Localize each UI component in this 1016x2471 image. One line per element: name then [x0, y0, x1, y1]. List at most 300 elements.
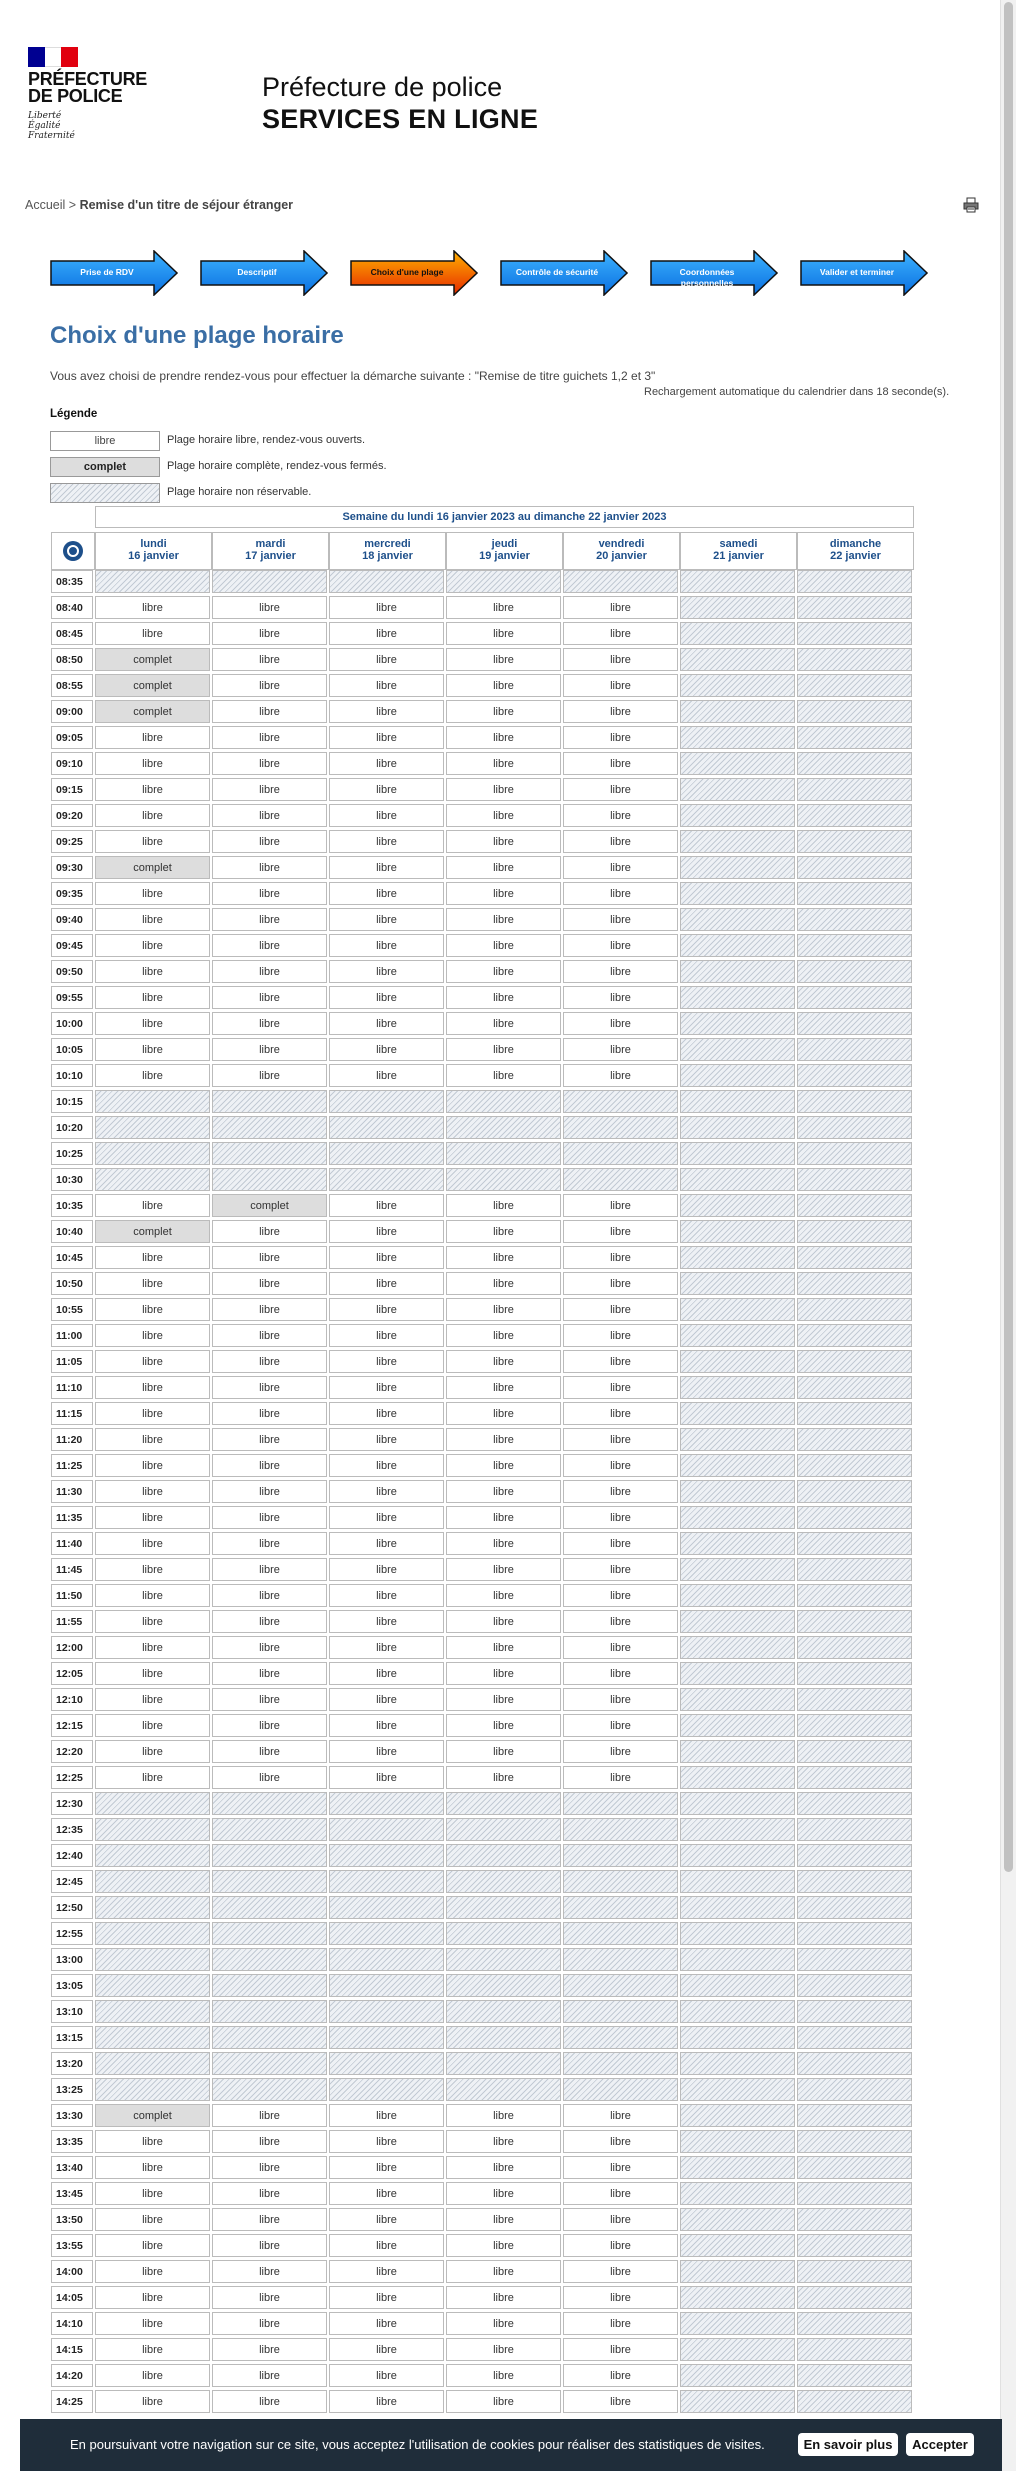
slot-libre[interactable]: libre — [563, 934, 678, 957]
slot-libre[interactable]: libre — [446, 2338, 561, 2361]
slot-libre[interactable]: libre — [446, 2208, 561, 2231]
slot-libre[interactable]: libre — [446, 1610, 561, 1633]
slot-libre[interactable]: libre — [563, 1662, 678, 1685]
slot-libre[interactable]: libre — [212, 1324, 327, 1347]
slot-libre[interactable]: libre — [329, 1038, 444, 1061]
slot-libre[interactable]: libre — [446, 1376, 561, 1399]
slot-libre[interactable]: libre — [329, 908, 444, 931]
prefecture-logo[interactable] — [28, 47, 148, 141]
marianne-flag-icon — [28, 47, 78, 67]
slot-libre[interactable]: libre — [563, 752, 678, 775]
slot-libre[interactable]: libre — [563, 804, 678, 827]
slot-libre[interactable]: libre — [563, 1688, 678, 1711]
slot-libre[interactable]: libre — [95, 1558, 210, 1581]
slot-libre[interactable]: libre — [212, 830, 327, 853]
slot-libre[interactable]: libre — [95, 1272, 210, 1295]
slot-libre[interactable]: libre — [95, 2156, 210, 2179]
step-5[interactable] — [650, 250, 778, 296]
slot-libre[interactable]: libre — [563, 2338, 678, 2361]
slot-libre[interactable]: libre — [563, 2130, 678, 2153]
slot-libre[interactable]: libre — [446, 1324, 561, 1347]
slot-libre[interactable]: libre — [446, 1038, 561, 1061]
slot-unavailable — [680, 1662, 795, 1685]
slot-libre[interactable]: libre — [563, 1454, 678, 1477]
slot-libre[interactable]: libre — [329, 1428, 444, 1451]
slot-libre[interactable]: libre — [563, 1714, 678, 1737]
slot-libre[interactable]: libre — [446, 934, 561, 957]
slot-libre[interactable]: libre — [95, 2208, 210, 2231]
slot-libre[interactable]: libre — [329, 1610, 444, 1633]
slot-libre[interactable]: libre — [95, 2390, 210, 2413]
slot-libre[interactable]: libre — [446, 1584, 561, 1607]
slot-libre[interactable]: libre — [446, 882, 561, 905]
slot-libre[interactable]: libre — [329, 1064, 444, 1087]
day-date: 17 janvier — [245, 550, 296, 562]
slot-libre[interactable]: libre — [329, 622, 444, 645]
slot-libre[interactable]: libre — [329, 2234, 444, 2257]
slot-libre[interactable]: libre — [212, 700, 327, 723]
slot-libre[interactable]: libre — [329, 1584, 444, 1607]
slot-libre[interactable]: libre — [212, 908, 327, 931]
slot-libre[interactable]: libre — [563, 674, 678, 697]
slot-libre[interactable]: libre — [329, 1506, 444, 1529]
slot-libre[interactable]: libre — [212, 1584, 327, 1607]
slot-libre[interactable]: libre — [329, 1454, 444, 1477]
slot-libre[interactable]: libre — [563, 2364, 678, 2387]
slot-libre[interactable]: libre — [95, 1194, 210, 1217]
slot-libre[interactable]: libre — [95, 1376, 210, 1399]
slot-libre[interactable]: libre — [446, 1558, 561, 1581]
slot-libre[interactable]: libre — [212, 960, 327, 983]
slot-libre[interactable]: libre — [446, 596, 561, 619]
step-6[interactable] — [800, 250, 928, 296]
slot-libre[interactable]: libre — [446, 1480, 561, 1503]
slot-libre[interactable]: libre — [95, 596, 210, 619]
slot-libre[interactable]: libre — [95, 1298, 210, 1321]
slot-libre[interactable]: libre — [329, 2260, 444, 2283]
slot-libre[interactable]: libre — [446, 1194, 561, 1217]
printer-icon[interactable] — [963, 197, 979, 213]
slot-libre[interactable]: libre — [212, 1662, 327, 1685]
slot-libre[interactable]: libre — [212, 1740, 327, 1763]
slot-libre[interactable]: libre — [212, 934, 327, 957]
slot-libre[interactable]: libre — [95, 1714, 210, 1737]
slot-libre[interactable]: libre — [563, 1298, 678, 1321]
slot-libre[interactable]: libre — [95, 2312, 210, 2335]
slot-libre[interactable]: libre — [563, 2182, 678, 2205]
slot-libre[interactable]: libre — [329, 1272, 444, 1295]
slot-libre[interactable]: libre — [95, 726, 210, 749]
slot-unavailable — [797, 2390, 912, 2413]
slot-unavailable — [563, 1896, 678, 1919]
legend-text-complet: Plage horaire complète, rendez-vous fermés. — [167, 460, 387, 472]
cookie-more-button[interactable]: En savoir plus — [798, 2433, 898, 2456]
slot-libre[interactable]: libre — [446, 622, 561, 645]
slot-libre[interactable]: libre — [446, 2260, 561, 2283]
slot-libre[interactable]: libre — [95, 1610, 210, 1633]
slot-libre[interactable]: libre — [95, 1506, 210, 1529]
slot-libre[interactable]: libre — [212, 2312, 327, 2335]
slot-libre[interactable]: libre — [212, 1480, 327, 1503]
slot-libre[interactable]: libre — [212, 1532, 327, 1555]
slot-libre[interactable]: libre — [212, 1714, 327, 1737]
slot-libre[interactable]: libre — [212, 2364, 327, 2387]
slot-unavailable — [797, 1376, 912, 1399]
slot-libre[interactable]: libre — [329, 1376, 444, 1399]
slot-libre[interactable]: libre — [563, 726, 678, 749]
slot-libre[interactable]: libre — [446, 1402, 561, 1425]
slot-libre[interactable]: libre — [563, 1740, 678, 1763]
slot-libre[interactable]: libre — [212, 1038, 327, 1061]
slot-libre[interactable]: libre — [212, 2182, 327, 2205]
slot-libre[interactable]: libre — [563, 1220, 678, 1243]
slot-libre[interactable]: libre — [563, 778, 678, 801]
slot-libre[interactable]: libre — [446, 2130, 561, 2153]
step-1[interactable] — [50, 250, 178, 296]
slot-libre[interactable]: libre — [329, 674, 444, 697]
slot-libre[interactable]: libre — [329, 2286, 444, 2309]
slot-libre[interactable]: libre — [212, 1636, 327, 1659]
slot-libre[interactable]: libre — [446, 1506, 561, 1529]
slot-libre[interactable]: libre — [563, 1350, 678, 1373]
slot-unavailable — [680, 804, 795, 827]
slot-libre[interactable]: libre — [212, 1012, 327, 1035]
slot-libre[interactable]: libre — [329, 1532, 444, 1555]
slot-libre[interactable]: libre — [563, 1246, 678, 1269]
slot-libre[interactable]: libre — [95, 622, 210, 645]
slot-libre[interactable]: libre — [446, 1350, 561, 1373]
slot-unavailable — [563, 570, 678, 593]
slot-libre[interactable]: libre — [563, 1064, 678, 1087]
slot-libre[interactable]: libre — [329, 2104, 444, 2127]
slot-libre[interactable]: libre — [212, 1506, 327, 1529]
slot-libre[interactable]: libre — [446, 1740, 561, 1763]
slot-libre[interactable]: libre — [329, 2156, 444, 2179]
slot-libre[interactable]: libre — [563, 1558, 678, 1581]
slot-libre[interactable]: libre — [95, 778, 210, 801]
slot-libre[interactable]: libre — [212, 1428, 327, 1451]
step-4[interactable] — [500, 250, 628, 296]
slot-libre[interactable]: libre — [95, 2260, 210, 2283]
slot-libre[interactable]: libre — [95, 1740, 210, 1763]
slot-libre[interactable]: libre — [329, 1324, 444, 1347]
time-label: 10:20 — [51, 1116, 93, 1139]
slot-libre[interactable]: libre — [446, 1714, 561, 1737]
slot-libre[interactable]: libre — [95, 882, 210, 905]
slot-libre[interactable]: libre — [329, 856, 444, 879]
slot-libre[interactable]: libre — [95, 2130, 210, 2153]
slot-libre[interactable]: libre — [212, 1220, 327, 1243]
slot-libre[interactable]: libre — [563, 2286, 678, 2309]
slot-libre[interactable]: libre — [329, 2364, 444, 2387]
slot-libre[interactable]: libre — [329, 804, 444, 827]
slot-libre[interactable]: libre — [446, 726, 561, 749]
slot-libre[interactable]: libre — [212, 2156, 327, 2179]
time-label: 12:00 — [51, 1636, 93, 1659]
slot-libre[interactable]: libre — [95, 2182, 210, 2205]
slot-libre[interactable]: libre — [563, 1636, 678, 1659]
slot-libre[interactable]: libre — [95, 986, 210, 1009]
cookie-accept-button[interactable]: Accepter — [906, 2433, 974, 2456]
slot-libre[interactable]: libre — [446, 908, 561, 931]
slot-libre[interactable]: libre — [446, 2286, 561, 2309]
slot-libre[interactable]: libre — [212, 2104, 327, 2127]
slot-libre[interactable]: libre — [329, 1350, 444, 1373]
slot-libre[interactable]: libre — [329, 2312, 444, 2335]
slot-libre[interactable]: libre — [212, 804, 327, 827]
slot-libre[interactable]: libre — [446, 960, 561, 983]
slot-libre[interactable]: libre — [563, 1766, 678, 1789]
slot-libre[interactable]: libre — [446, 1766, 561, 1789]
slot-libre[interactable]: libre — [329, 726, 444, 749]
time-label: 11:20 — [51, 1428, 93, 1451]
step-2[interactable] — [200, 250, 328, 296]
slot-libre[interactable]: libre — [563, 700, 678, 723]
time-label: 09:05 — [51, 726, 93, 749]
slot-libre[interactable]: libre — [563, 908, 678, 931]
slot-libre[interactable]: libre — [329, 2208, 444, 2231]
day-header-mercredi — [329, 532, 446, 570]
time-label: 10:10 — [51, 1064, 93, 1087]
slot-libre[interactable]: libre — [95, 2234, 210, 2257]
slot-libre[interactable]: libre — [446, 2312, 561, 2335]
slot-libre[interactable]: libre — [446, 1012, 561, 1035]
slot-libre[interactable]: libre — [446, 2182, 561, 2205]
slot-unavailable — [680, 1194, 795, 1217]
slot-libre[interactable]: libre — [95, 1402, 210, 1425]
slot-libre[interactable]: libre — [446, 1220, 561, 1243]
slot-libre[interactable]: libre — [329, 882, 444, 905]
slot-libre[interactable]: libre — [563, 2208, 678, 2231]
slot-libre[interactable]: libre — [563, 2104, 678, 2127]
slot-libre[interactable]: libre — [329, 1662, 444, 1685]
slot-libre[interactable]: libre — [563, 1272, 678, 1295]
slot-libre[interactable]: libre — [212, 622, 327, 645]
slot-libre[interactable]: libre — [212, 1272, 327, 1295]
slot-libre[interactable]: libre — [563, 1584, 678, 1607]
slot-unavailable — [212, 2052, 327, 2075]
slot-libre[interactable]: libre — [212, 1454, 327, 1477]
slot-libre[interactable]: libre — [95, 1662, 210, 1685]
slot-libre[interactable]: libre — [446, 830, 561, 853]
slot-libre[interactable]: libre — [563, 596, 678, 619]
slot-libre[interactable]: libre — [446, 1246, 561, 1269]
slot-libre[interactable]: libre — [95, 830, 210, 853]
slot-libre[interactable]: libre — [563, 1194, 678, 1217]
slot-libre[interactable]: libre — [212, 1688, 327, 1711]
slot-libre[interactable]: libre — [95, 1428, 210, 1451]
slot-libre[interactable]: libre — [212, 2338, 327, 2361]
breadcrumb-home-link[interactable]: Accueil — [25, 198, 66, 212]
slot-libre[interactable]: libre — [329, 648, 444, 671]
slot-libre[interactable]: libre — [563, 1324, 678, 1347]
slot-libre[interactable]: libre — [212, 1610, 327, 1633]
slot-libre[interactable]: libre — [95, 1636, 210, 1659]
slot-libre[interactable]: libre — [212, 2260, 327, 2283]
slot-libre[interactable]: libre — [95, 960, 210, 983]
slot-libre[interactable]: libre — [329, 700, 444, 723]
slot-libre[interactable]: libre — [446, 804, 561, 827]
slot-libre[interactable]: libre — [329, 752, 444, 775]
slot-libre[interactable]: libre — [446, 986, 561, 1009]
slot-libre[interactable]: libre — [563, 1506, 678, 1529]
slot-libre[interactable]: libre — [212, 1298, 327, 1321]
slot-libre[interactable]: libre — [329, 1012, 444, 1035]
slot-libre[interactable]: libre — [212, 1766, 327, 1789]
slot-libre[interactable]: libre — [563, 1376, 678, 1399]
slot-libre[interactable]: libre — [212, 596, 327, 619]
slot-libre[interactable]: libre — [212, 2130, 327, 2153]
slot-libre[interactable]: libre — [95, 1246, 210, 1269]
slot-libre[interactable]: libre — [95, 1480, 210, 1503]
slot-libre[interactable]: libre — [95, 752, 210, 775]
slot-libre[interactable]: libre — [329, 1688, 444, 1711]
slot-libre[interactable]: libre — [212, 2390, 327, 2413]
slot-libre[interactable]: libre — [563, 1038, 678, 1061]
slot-libre[interactable]: libre — [446, 778, 561, 801]
slot-libre[interactable]: libre — [95, 1688, 210, 1711]
slot-libre[interactable]: libre — [95, 1038, 210, 1061]
slot-libre[interactable]: libre — [329, 1246, 444, 1269]
slot-libre[interactable]: libre — [563, 1532, 678, 1555]
slot-libre[interactable]: libre — [563, 960, 678, 983]
slot-libre[interactable]: libre — [95, 2338, 210, 2361]
slot-libre[interactable]: libre — [563, 1480, 678, 1503]
slot-libre[interactable]: libre — [95, 908, 210, 931]
slot-libre[interactable]: libre — [446, 1636, 561, 1659]
slot-libre[interactable]: libre — [446, 1428, 561, 1451]
slot-unavailable — [563, 1142, 678, 1165]
slot-libre[interactable]: libre — [329, 830, 444, 853]
slot-libre[interactable]: libre — [212, 882, 327, 905]
slot-libre[interactable]: libre — [446, 1272, 561, 1295]
slot-libre[interactable]: libre — [212, 1350, 327, 1373]
slot-unavailable — [446, 1168, 561, 1191]
slot-libre[interactable]: libre — [446, 752, 561, 775]
slot-libre[interactable]: libre — [329, 1220, 444, 1243]
slot-libre[interactable]: libre — [95, 2364, 210, 2387]
slot-libre[interactable]: libre — [446, 648, 561, 671]
slot-libre[interactable]: libre — [563, 648, 678, 671]
slot-libre[interactable]: libre — [446, 700, 561, 723]
slot-libre[interactable]: libre — [329, 1194, 444, 1217]
slot-libre[interactable]: libre — [212, 1246, 327, 1269]
slot-libre[interactable]: libre — [212, 778, 327, 801]
slot-libre[interactable]: libre — [95, 1766, 210, 1789]
slot-libre[interactable]: libre — [563, 2156, 678, 2179]
slot-libre[interactable]: libre — [563, 2312, 678, 2335]
slot-libre[interactable]: libre — [329, 1402, 444, 1425]
slot-libre[interactable]: libre — [212, 2208, 327, 2231]
slot-libre[interactable]: libre — [329, 2338, 444, 2361]
slot-libre[interactable]: libre — [446, 1064, 561, 1087]
slot-libre[interactable]: libre — [212, 1558, 327, 1581]
slot-libre[interactable]: libre — [563, 830, 678, 853]
slot-unavailable — [95, 1168, 210, 1191]
slot-libre[interactable]: libre — [329, 1558, 444, 1581]
slot-libre[interactable]: libre — [212, 2234, 327, 2257]
slot-libre[interactable]: libre — [563, 1428, 678, 1451]
slot-libre[interactable]: libre — [329, 1714, 444, 1737]
page-scrollbar[interactable] — [1000, 0, 1016, 2471]
slot-libre[interactable]: libre — [212, 752, 327, 775]
slot-libre[interactable]: libre — [563, 856, 678, 879]
slot-libre[interactable]: libre — [446, 1532, 561, 1555]
slot-libre[interactable]: libre — [563, 1012, 678, 1035]
slot-libre[interactable]: libre — [95, 1532, 210, 1555]
slot-libre[interactable]: libre — [329, 986, 444, 1009]
slot-libre[interactable]: libre — [446, 1688, 561, 1711]
slot-libre[interactable]: libre — [446, 1662, 561, 1685]
slot-libre[interactable]: libre — [329, 1298, 444, 1321]
refresh-calendar-button[interactable] — [51, 532, 95, 570]
slot-libre[interactable]: libre — [446, 1298, 561, 1321]
slot-libre[interactable]: libre — [446, 2364, 561, 2387]
slot-libre[interactable]: libre — [446, 2234, 561, 2257]
time-label: 10:15 — [51, 1090, 93, 1113]
slot-libre[interactable]: libre — [446, 2156, 561, 2179]
slot-libre[interactable]: libre — [212, 1064, 327, 1087]
slot-libre[interactable]: libre — [563, 882, 678, 905]
slot-libre[interactable]: libre — [95, 1454, 210, 1477]
slot-libre[interactable]: libre — [212, 1402, 327, 1425]
slot-libre[interactable]: libre — [446, 674, 561, 697]
slot-unavailable — [212, 2026, 327, 2049]
slot-libre[interactable]: libre — [563, 1402, 678, 1425]
slot-libre[interactable]: libre — [329, 596, 444, 619]
slot-libre[interactable]: libre — [329, 1766, 444, 1789]
slot-libre[interactable]: libre — [329, 778, 444, 801]
slot-libre[interactable]: libre — [563, 1610, 678, 1633]
slot-libre[interactable]: libre — [95, 1350, 210, 1373]
slot-libre[interactable]: libre — [95, 1324, 210, 1347]
slot-libre[interactable]: libre — [329, 2182, 444, 2205]
slot-libre[interactable]: libre — [446, 2104, 561, 2127]
slot-libre[interactable]: libre — [563, 986, 678, 1009]
slot-libre[interactable]: libre — [212, 986, 327, 1009]
slot-libre[interactable]: libre — [563, 622, 678, 645]
slot-libre[interactable]: libre — [212, 1376, 327, 1399]
slot-libre[interactable]: libre — [212, 726, 327, 749]
slot-libre[interactable]: libre — [563, 2390, 678, 2413]
slot-libre[interactable]: libre — [95, 1012, 210, 1035]
slot-libre[interactable]: libre — [329, 1480, 444, 1503]
slot-libre[interactable]: libre — [446, 856, 561, 879]
slot-libre[interactable]: libre — [563, 2260, 678, 2283]
slot-libre[interactable]: libre — [212, 2286, 327, 2309]
slot-libre[interactable]: libre — [329, 934, 444, 957]
slot-libre[interactable]: libre — [329, 2390, 444, 2413]
slot-libre[interactable]: libre — [446, 2390, 561, 2413]
slot-libre[interactable]: libre — [95, 2286, 210, 2309]
slot-libre[interactable]: libre — [329, 1740, 444, 1763]
slot-libre[interactable]: libre — [329, 1636, 444, 1659]
slot-libre[interactable]: libre — [329, 2130, 444, 2153]
slot-libre[interactable]: libre — [212, 856, 327, 879]
slot-libre[interactable]: libre — [329, 960, 444, 983]
slot-libre[interactable]: libre — [563, 2234, 678, 2257]
slot-libre[interactable]: libre — [212, 674, 327, 697]
slot-libre[interactable]: libre — [446, 1454, 561, 1477]
slot-libre[interactable]: libre — [95, 1064, 210, 1087]
scrollbar-thumb[interactable] — [1004, 2, 1013, 1872]
slot-libre[interactable]: libre — [95, 1584, 210, 1607]
slot-libre[interactable]: libre — [95, 934, 210, 957]
slot-libre[interactable]: libre — [212, 648, 327, 671]
slot-unavailable — [446, 1922, 561, 1945]
reload-countdown: Rechargement automatique du calendrier dans 18 seconde(s). — [644, 386, 950, 398]
slot-libre[interactable]: libre — [95, 804, 210, 827]
